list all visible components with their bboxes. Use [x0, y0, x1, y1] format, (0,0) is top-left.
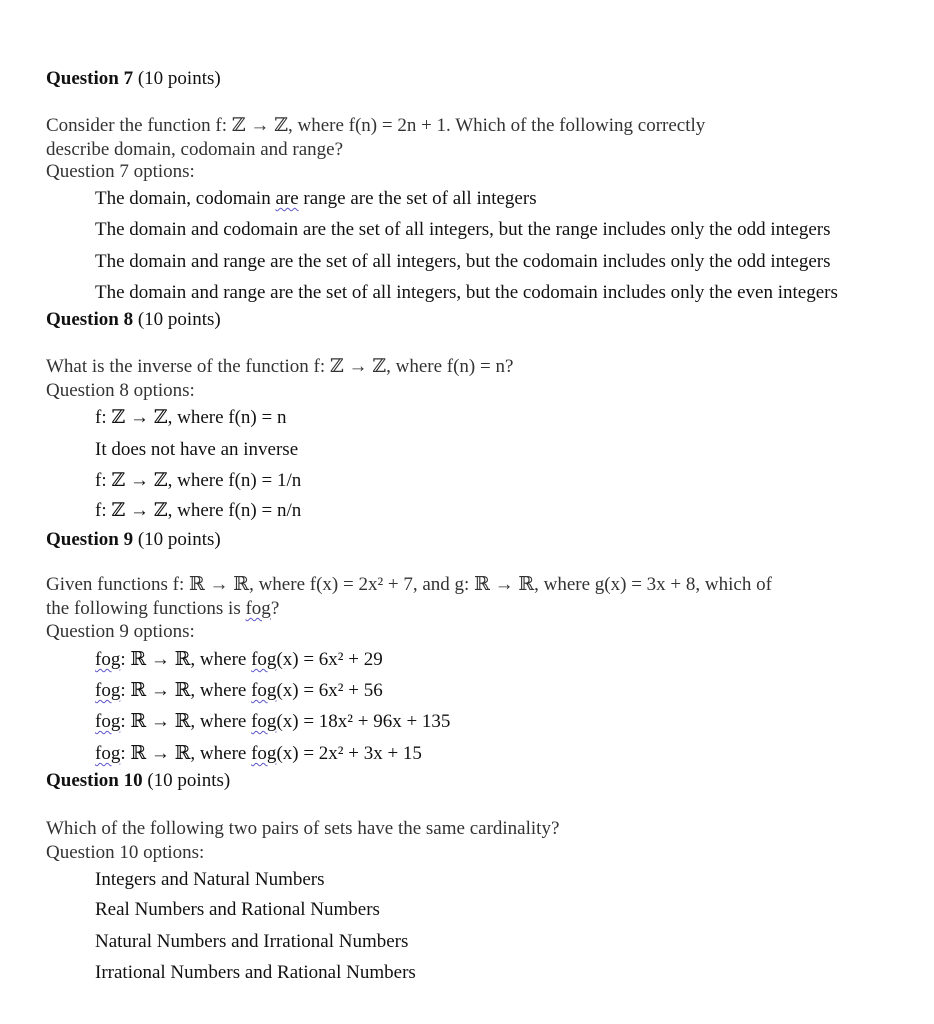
question-10-option-3[interactable]	[95, 931, 408, 953]
question-7-option-3[interactable]	[95, 251, 831, 273]
spellcheck-flagged-word: fog	[95, 649, 121, 670]
question-9-prompt	[46, 573, 896, 621]
option-text: The domain, codomain	[95, 188, 276, 209]
question-10-prompt	[46, 817, 896, 841]
question-9-option-4[interactable]	[95, 743, 422, 765]
option-text: : ℝ → ℝ, where	[120, 649, 252, 670]
question-number: Question 8	[46, 309, 134, 330]
option-text: : ℝ → ℝ, where	[120, 680, 252, 701]
spellcheck-flagged-word: fog	[95, 743, 121, 764]
question-number: Question 9	[46, 529, 134, 550]
question-points: (10 points)	[137, 309, 221, 330]
option-text: It does not have an inverse	[95, 439, 299, 460]
spellcheck-flagged-word: fog	[95, 680, 121, 701]
prompt-line	[46, 597, 896, 621]
spellcheck-flagged-word: are	[275, 188, 299, 209]
option-text: range are the set of all integers	[298, 188, 537, 209]
question-number: Question 7	[46, 68, 134, 89]
option-text: f: ℤ → ℤ, where f(n) = n/n	[95, 500, 302, 521]
question-8-option-3[interactable]	[95, 470, 301, 492]
option-text: The domain and range are the set of all integers, but the codomain includes only the odd integers	[95, 251, 831, 272]
option-text: Real Numbers and Rational Numbers	[95, 899, 380, 920]
question-9-options-label: Question 9 options:	[46, 621, 195, 642]
spellcheck-flagged-word: fog	[251, 649, 277, 670]
option-text: (x) = 2x² + 3x + 15	[276, 743, 422, 764]
question-7-heading	[46, 68, 221, 90]
spellcheck-flagged-word: fog	[251, 711, 277, 732]
question-9-option-1[interactable]	[95, 649, 383, 671]
question-7-option-2[interactable]	[95, 219, 831, 241]
option-text: The domain and codomain are the set of all integers, but the range includes only the odd integers	[95, 219, 831, 240]
question-10-option-2[interactable]	[95, 899, 380, 921]
question-points: (10 points)	[137, 529, 221, 550]
prompt-line: describe domain, codomain and range?	[46, 139, 344, 160]
option-text: (x) = 6x² + 29	[276, 649, 383, 670]
option-text: The domain and range are the set of all integers, but the codomain includes only the even integers	[95, 282, 838, 303]
spellcheck-flagged-word: fog	[95, 711, 121, 732]
question-7-prompt	[46, 114, 896, 162]
spellcheck-flagged-word: fog	[245, 598, 271, 619]
question-10-option-4[interactable]	[95, 962, 416, 984]
question-10-options-label: Question 10 options:	[46, 842, 205, 863]
question-8-option-2[interactable]	[95, 439, 298, 461]
question-10-heading	[46, 770, 230, 792]
question-8-option-1[interactable]	[95, 407, 286, 429]
question-7-option-4[interactable]	[95, 282, 838, 304]
option-text: f: ℤ → ℤ, where f(n) = 1/n	[95, 470, 302, 491]
question-7-options-label: Question 7 options:	[46, 161, 195, 182]
spellcheck-flagged-word: fog	[251, 680, 277, 701]
question-7-option-1[interactable]	[95, 188, 537, 210]
prompt-line: Consider the function f: ℤ → ℤ, where f(n) = 2n + 1. Which of the following correctly	[46, 115, 706, 136]
question-points: (10 points)	[137, 68, 221, 89]
question-9-option-2[interactable]	[95, 680, 383, 702]
option-text: : ℝ → ℝ, where	[120, 711, 252, 732]
prompt-line: Given functions f: ℝ → ℝ, where f(x) = 2x² + 7, and g: ℝ → ℝ, where g(x) = 3x + 8, which of	[46, 574, 772, 595]
prompt-line: What is the inverse of the function f: ℤ → ℤ, where f(n) = n?	[46, 356, 514, 377]
option-text: Integers and Natural Numbers	[95, 869, 325, 890]
prompt-text: ?	[270, 598, 280, 619]
option-text: f: ℤ → ℤ, where f(n) = n	[95, 407, 287, 428]
question-9-heading	[46, 529, 221, 551]
option-text: : ℝ → ℝ, where	[120, 743, 252, 764]
question-points: (10 points)	[147, 770, 231, 791]
spellcheck-flagged-word: fog	[251, 743, 277, 764]
question-10-option-1[interactable]	[95, 869, 325, 891]
question-8-option-4[interactable]	[95, 500, 301, 522]
option-text: (x) = 18x² + 96x + 135	[276, 711, 451, 732]
option-text: Natural Numbers and Irrational Numbers	[95, 931, 409, 952]
prompt-line: Which of the following two pairs of sets have the same cardinality?	[46, 818, 560, 839]
question-8-options-label: Question 8 options:	[46, 380, 195, 401]
question-8-heading	[46, 309, 221, 331]
question-8-prompt	[46, 355, 896, 379]
question-number: Question 10	[46, 770, 143, 791]
question-9-option-3[interactable]	[95, 711, 450, 733]
prompt-text: the following functions is	[46, 598, 246, 619]
option-text: (x) = 6x² + 56	[276, 680, 383, 701]
option-text: Irrational Numbers and Rational Numbers	[95, 962, 416, 983]
